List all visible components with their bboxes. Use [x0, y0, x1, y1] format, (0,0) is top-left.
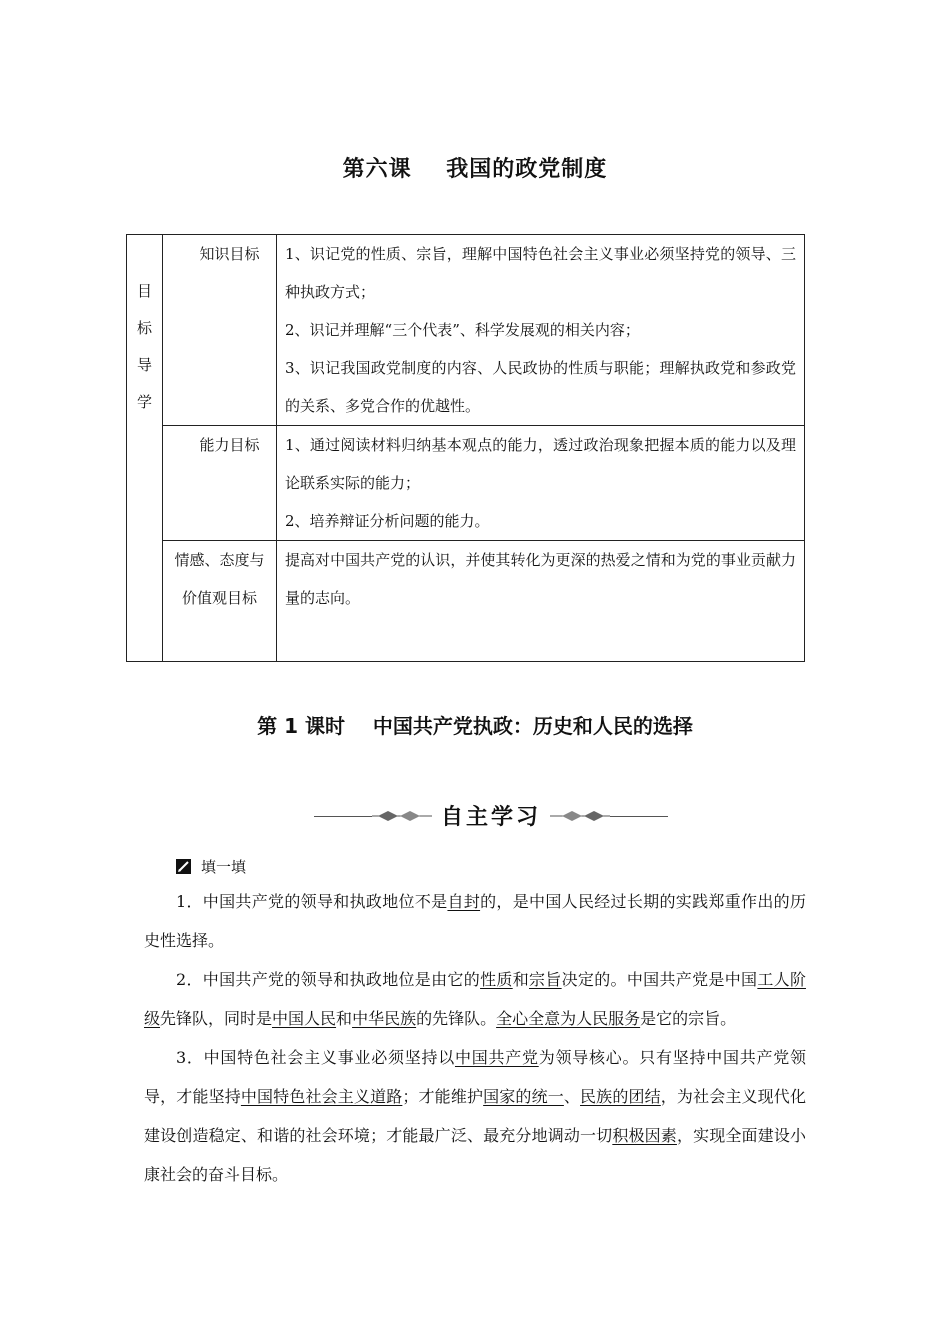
fill-in-paragraphs — [144, 882, 806, 1194]
side-label-char: 导 — [136, 356, 152, 374]
question-text: 为领导核心。只有坚持中国共产党领导，才能坚持 — [144, 1048, 806, 1106]
side-label-char: 目 — [136, 282, 152, 300]
question-text: 和 — [336, 1009, 353, 1028]
question-paragraph — [144, 882, 806, 960]
question-text: 1．中国共产党的领导和执政地位不是 — [176, 892, 448, 911]
lesson-title: 第六课 我国的政党制度 — [342, 157, 608, 182]
goal-line: 1、通过阅读材料归纳基本观点的能力，透过政治现象把握本质的能力以及理论联系实际的能力； — [285, 436, 796, 492]
goal-type-knowledge: 知识目标 — [163, 235, 277, 426]
question-text: 的，是中国人民经过长期的实践郑重作出的历史性选择。 — [144, 892, 806, 950]
answer-blank: 中华民族 — [352, 1009, 417, 1028]
answer-blank: 积极因素 — [612, 1126, 677, 1145]
pencil-icon — [176, 859, 191, 874]
question-text: 是它的宗旨。 — [640, 1009, 737, 1028]
fill-in-label: 填一填 — [201, 858, 247, 876]
answer-blank: 自封 — [447, 892, 481, 911]
section-title: 自主学习 — [440, 805, 541, 830]
goals-table — [126, 234, 805, 662]
divider-line — [610, 816, 668, 817]
question-text: ；才能维护 — [402, 1087, 484, 1106]
question-text: 先锋队，同时是 — [160, 1009, 273, 1028]
question-text: 3．中国特色社会主义事业必须坚持以 — [176, 1048, 455, 1067]
lesson-subtitle: 第 1 课时 中国共产党执政：历史和人民的选择 — [257, 714, 693, 738]
goal-desc-ability — [277, 426, 805, 541]
question-text: ，实现全面建设小康社会的奋斗目标。 — [144, 1126, 806, 1184]
answer-blank: 国家的统一 — [483, 1087, 564, 1106]
question-paragraph — [144, 960, 806, 1038]
table-row — [127, 541, 805, 662]
diamond-ornament-icon — [372, 810, 432, 822]
goal-line: 2、识记并理解“三个代表”、科学发展观的相关内容； — [285, 321, 640, 339]
answer-blank: 民族的团结 — [580, 1087, 661, 1106]
question-text: ，为社会主义现代化建设创造稳定、和谐的社会环境；才能最广泛、最充分地调动一切 — [144, 1087, 806, 1145]
answer-blank: 中国特色社会主义道路 — [240, 1087, 403, 1106]
goal-desc-knowledge — [277, 235, 805, 426]
question-text: 和 — [512, 970, 529, 989]
answer-blank: 宗旨 — [529, 970, 562, 989]
section-header — [314, 796, 668, 836]
answer-blank: 中国共产党 — [454, 1048, 539, 1067]
goal-line: 提高对中国共产党的认识，并使其转化为更深的热爱之情和为党的事业贡献力量的志向。 — [285, 551, 796, 607]
diamond-ornament-icon — [550, 810, 610, 822]
goal-type-ability: 能力目标 — [163, 426, 277, 541]
divider-line — [314, 816, 372, 817]
fill-in-header — [176, 856, 246, 877]
goal-line: 3、识记我国政党制度的内容、人民政协的性质与职能；理解执政党和参政党的关系、多党合作的优越性。 — [285, 359, 796, 415]
goals-side-label — [127, 235, 163, 662]
question-text: 、 — [563, 1087, 581, 1106]
question-paragraph — [144, 1038, 806, 1194]
goal-line: 2、培养辩证分析问题的能力。 — [285, 512, 490, 530]
question-text: 2．中国共产党的领导和执政地位是由它的 — [176, 970, 481, 989]
goal-type-emotion: 情感、态度与价值观目标 — [163, 541, 277, 662]
question-text: 的先锋队。 — [416, 1009, 497, 1028]
goal-line: 1、识记党的性质、宗旨，理解中国特色社会主义事业必须坚持党的领导、三种执政方式； — [285, 245, 796, 301]
table-row — [127, 426, 805, 541]
answer-blank: 中国人民 — [272, 1009, 337, 1028]
side-label-char: 学 — [136, 393, 152, 411]
answer-blank: 工人阶级 — [144, 970, 806, 1028]
goal-desc-emotion — [277, 541, 805, 662]
answer-blank: 全心全意为人民服务 — [496, 1009, 641, 1028]
table-row — [127, 235, 805, 426]
answer-blank: 性质 — [480, 970, 513, 989]
question-text: 决定的。中国共产党是中国 — [561, 970, 758, 989]
side-label-char: 标 — [136, 319, 152, 337]
